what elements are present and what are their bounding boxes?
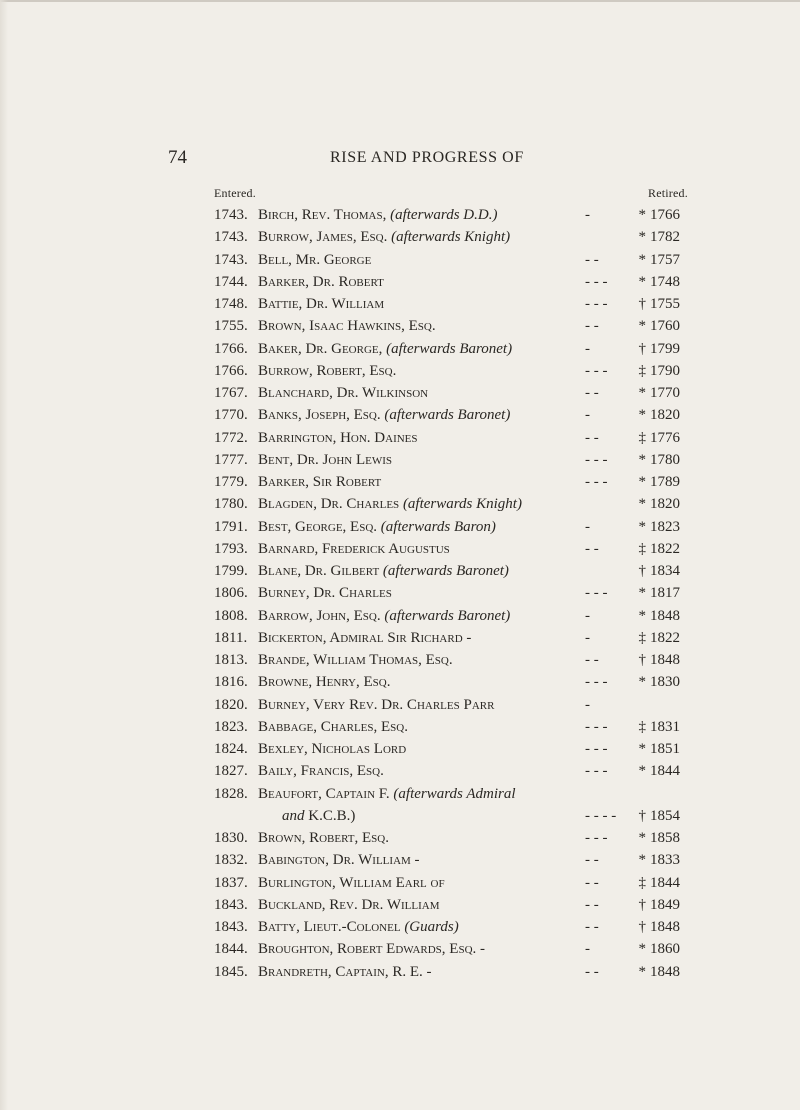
retirement-mark: ‡ xyxy=(638,540,646,557)
member-name-cell xyxy=(258,916,459,938)
retirement-mark: * xyxy=(638,852,646,869)
member-name-cell xyxy=(258,382,428,404)
list-item xyxy=(0,382,800,404)
retired-year: 1782 xyxy=(650,229,680,246)
member-name-cell xyxy=(258,627,471,649)
retirement-mark: * xyxy=(638,318,646,335)
entered-year: 1743. xyxy=(214,251,248,268)
member-name-cell xyxy=(258,738,406,760)
member-name-cell xyxy=(258,471,381,493)
member-name: Blagden, Dr. Charles xyxy=(258,496,400,513)
entered-year: 1827. xyxy=(214,763,248,780)
retirement-mark: * xyxy=(638,963,646,980)
continuation-text xyxy=(282,805,355,827)
member-name: Baker, Dr. George, xyxy=(258,340,383,357)
entered-year: 1816. xyxy=(214,674,248,691)
member-name-cell xyxy=(258,293,384,315)
leader-dashes: - - - xyxy=(585,296,608,312)
member-name-cell xyxy=(258,315,436,337)
list-item xyxy=(0,605,800,627)
member-name-cell xyxy=(258,427,418,449)
leader-dashes: - - - xyxy=(585,273,608,290)
member-name-cell xyxy=(258,671,390,693)
retirement-mark: * xyxy=(638,674,646,691)
retirement-mark: * xyxy=(638,451,646,468)
retirement-mark: * xyxy=(638,607,646,624)
list-item xyxy=(0,649,800,671)
member-name-cell xyxy=(258,649,453,671)
entered-year: 1744. xyxy=(214,273,248,290)
entered-year: 1777. xyxy=(214,451,248,468)
member-name-cell xyxy=(258,894,440,916)
entered-year: 1779. xyxy=(214,474,248,490)
member-name-cell xyxy=(258,538,450,560)
retired-year: 1854 xyxy=(650,807,680,824)
retired-year: 1776 xyxy=(650,429,680,446)
retirement-mark: * xyxy=(638,207,646,223)
retired-year: 1834 xyxy=(650,563,680,579)
leader-dashes: - - - xyxy=(585,741,608,757)
member-name-cell xyxy=(258,760,384,782)
entered-year: 1791. xyxy=(214,518,248,535)
member-name: Bell, Mr. George xyxy=(258,251,372,268)
member-name: Babington, Dr. William - xyxy=(258,852,420,869)
member-name: Best, George, Esq. xyxy=(258,518,378,535)
list-item xyxy=(0,493,800,515)
retirement-mark: † xyxy=(638,340,646,357)
leader-dashes: - xyxy=(585,629,590,646)
member-name-cell xyxy=(258,360,396,382)
member-name: Baily, Francis, Esq. xyxy=(258,763,384,780)
leader-dashes: - xyxy=(585,407,590,424)
retired-year: 1831 xyxy=(650,718,680,735)
entered-year: 1772. xyxy=(214,429,248,446)
retired-year: 1844 xyxy=(650,763,680,780)
member-name: Bickerton, Admiral Sir Richard - xyxy=(258,629,472,646)
member-name-cell xyxy=(258,694,494,716)
leader-dashes: - - - xyxy=(585,362,608,379)
list-item xyxy=(0,760,800,782)
member-name: Burrow, Robert, Esq. xyxy=(258,362,397,379)
entered-year: 1845. xyxy=(214,963,248,980)
retirement-mark: * xyxy=(638,496,646,513)
retired-year: 1848 xyxy=(650,652,680,668)
leader-dashes: - - xyxy=(585,318,599,335)
list-item xyxy=(0,271,800,293)
member-name-cell xyxy=(258,582,392,604)
retired-year: 1820 xyxy=(650,407,680,424)
member-name: Brown, Robert, Esq. xyxy=(258,830,389,846)
retirement-mark: * xyxy=(638,585,646,602)
leader-dashes: - xyxy=(585,518,590,535)
retired-year: 1770 xyxy=(650,385,680,401)
list-item xyxy=(0,204,800,226)
entered-year: 1808. xyxy=(214,607,248,624)
leader-dashes: - xyxy=(585,607,590,624)
list-item xyxy=(0,226,800,248)
leader-dashes: - xyxy=(585,207,590,223)
entered-year: 1824. xyxy=(214,741,248,757)
retirement-mark: * xyxy=(638,741,646,757)
member-name: Barrow, John, Esq. xyxy=(258,607,381,624)
continuation-roman: K.C.B.) xyxy=(308,807,356,824)
entered-year: 1748. xyxy=(214,296,248,312)
list-item xyxy=(0,938,800,960)
members-list xyxy=(0,204,800,983)
member-note: (afterwards Baronet) xyxy=(382,563,509,579)
member-name-cell xyxy=(258,827,389,849)
retirement-mark: ‡ xyxy=(638,429,646,446)
entered-year: 1813. xyxy=(214,652,248,668)
retirement-mark: * xyxy=(638,830,646,846)
member-name: Burney, Very Rev. Dr. Charles Parr xyxy=(258,696,495,713)
retired-year: 1858 xyxy=(650,830,680,846)
list-item xyxy=(0,894,800,916)
entered-year: 1844. xyxy=(214,941,248,958)
retired-year: 1799 xyxy=(650,340,680,357)
leader-dashes: - - xyxy=(585,652,599,668)
list-item xyxy=(0,582,800,604)
leader-dashes: - - xyxy=(585,852,599,869)
retired-year: 1833 xyxy=(650,852,680,869)
list-item xyxy=(0,338,800,360)
entered-year: 1766. xyxy=(214,362,248,379)
entered-year: 1767. xyxy=(214,385,248,401)
leader-dashes: - - xyxy=(585,896,599,913)
member-name-cell xyxy=(258,204,497,226)
retired-year: 1760 xyxy=(650,318,680,335)
member-name: Babbage, Charles, Esq. xyxy=(258,718,408,735)
member-name: Blane, Dr. Gilbert xyxy=(258,563,380,579)
retirement-mark: * xyxy=(638,763,646,780)
member-note: (afterwards Admiral xyxy=(393,785,516,802)
retired-year: 1822 xyxy=(650,540,680,557)
list-item xyxy=(0,738,800,760)
leader-dashes: - - - xyxy=(585,830,608,846)
retirement-mark: ‡ xyxy=(638,718,646,735)
retired-year: 1817 xyxy=(650,585,680,602)
retirement-mark: * xyxy=(638,407,646,424)
entered-year: 1843. xyxy=(214,896,248,913)
list-item xyxy=(0,783,800,805)
entered-year: 1811. xyxy=(214,629,248,646)
retirement-mark: * xyxy=(638,474,646,490)
leader-dashes: - - - xyxy=(585,763,608,780)
leader-dashes: - - xyxy=(585,919,599,935)
member-name: Brandreth, Captain, R. E. - xyxy=(258,963,432,980)
continuation-italic: and xyxy=(282,807,305,824)
member-name: Beaufort, Captain F. xyxy=(258,785,390,802)
member-name: Browne, Henry, Esq. xyxy=(258,674,391,691)
retired-year: 1844 xyxy=(650,874,680,891)
entered-year: 1799. xyxy=(214,563,248,579)
list-item xyxy=(0,404,800,426)
leader-dashes: - - - xyxy=(585,718,608,735)
entered-year: 1770. xyxy=(214,407,248,424)
member-name-cell xyxy=(258,605,510,627)
entered-column-heading: Entered. xyxy=(214,186,256,200)
leader-dashes: - - xyxy=(585,251,599,268)
retired-year: 1860 xyxy=(650,941,680,958)
retired-year: 1848 xyxy=(650,963,680,980)
member-name: Barker, Sir Robert xyxy=(258,474,382,490)
leader-dashes: - - - xyxy=(585,451,608,468)
retirement-mark: * xyxy=(638,273,646,290)
member-name: Bexley, Nicholas Lord xyxy=(258,741,407,757)
retirement-mark: ‡ xyxy=(638,362,646,379)
entered-year: 1780. xyxy=(214,496,248,513)
list-item xyxy=(0,538,800,560)
retirement-mark: † xyxy=(638,896,646,913)
list-item xyxy=(0,449,800,471)
entered-year: 1830. xyxy=(214,830,248,846)
retired-year: 1789 xyxy=(650,474,680,490)
retired-year: 1848 xyxy=(650,919,680,935)
leader-dashes: - - xyxy=(585,874,599,891)
retirement-mark: * xyxy=(638,229,646,246)
leader-dashes: - - xyxy=(585,963,599,980)
member-name: Birch, Rev. Thomas, xyxy=(258,207,387,223)
retired-year: 1766 xyxy=(650,207,680,223)
page-number: 74 xyxy=(168,147,187,168)
retired-year: 1790 xyxy=(650,362,680,379)
member-name: Brande, William Thomas, Esq. xyxy=(258,652,453,668)
retired-year: 1820 xyxy=(650,496,680,513)
leader-dashes: - xyxy=(585,941,590,958)
retired-year: 1780 xyxy=(650,451,680,468)
member-name: Burlington, William Earl of xyxy=(258,874,445,891)
retired-year: 1830 xyxy=(650,674,680,691)
retired-year: 1851 xyxy=(650,741,680,757)
retirement-mark: † xyxy=(638,652,646,668)
member-name: Broughton, Robert Edwards, Esq. - xyxy=(258,941,486,958)
member-name-cell xyxy=(258,560,509,582)
retirement-mark: * xyxy=(638,251,646,268)
leader-dashes: - - - xyxy=(585,674,608,691)
member-name: Barker, Dr. Robert xyxy=(258,273,384,290)
list-item xyxy=(0,716,800,738)
entered-year: 1843. xyxy=(214,919,248,935)
member-name-cell xyxy=(258,938,485,960)
entered-year: 1828. xyxy=(214,785,248,802)
entered-year: 1766. xyxy=(214,340,248,357)
retirement-mark: * xyxy=(638,385,646,401)
leader-dashes: - - - xyxy=(585,585,608,602)
list-item xyxy=(0,627,800,649)
entered-year: 1823. xyxy=(214,718,248,735)
member-name: Barnard, Frederick Augustus xyxy=(258,540,450,557)
retirement-mark: ‡ xyxy=(638,874,646,891)
retired-year: 1748 xyxy=(650,273,680,290)
list-item xyxy=(0,560,800,582)
entered-year: 1743. xyxy=(214,229,248,246)
member-name: Burney, Dr. Charles xyxy=(258,585,392,602)
retired-year: 1755 xyxy=(650,296,680,312)
member-name-cell xyxy=(258,249,371,271)
list-item xyxy=(0,872,800,894)
entered-year: 1806. xyxy=(214,585,248,602)
member-name-cell xyxy=(258,404,510,426)
member-name-cell xyxy=(258,849,420,871)
leader-dashes: - - xyxy=(585,540,599,557)
leader-dashes: - xyxy=(585,340,590,357)
member-name-cell xyxy=(258,961,432,983)
member-name: Burrow, James, Esq. xyxy=(258,229,388,246)
member-name: Batty, Lieut.-Colonel xyxy=(258,919,401,935)
member-note: (afterwards Baronet) xyxy=(386,340,513,357)
scan-top-edge xyxy=(0,0,800,2)
leader-dashes: - - - xyxy=(585,474,608,490)
retirement-mark: † xyxy=(638,563,646,579)
member-name: Buckland, Rev. Dr. William xyxy=(258,896,440,913)
member-note: (afterwards Baronet) xyxy=(384,407,511,424)
entered-year: 1820. xyxy=(214,696,248,713)
retirement-mark: † xyxy=(638,807,646,824)
member-name: Barrington, Hon. Daines xyxy=(258,429,418,446)
entered-year: 1743. xyxy=(214,207,248,223)
list-item xyxy=(0,961,800,983)
retired-year: 1823 xyxy=(650,518,680,535)
list-item xyxy=(0,249,800,271)
list-item xyxy=(0,694,800,716)
member-name: Brown, Isaac Hawkins, Esq. xyxy=(258,318,436,335)
list-item xyxy=(0,427,800,449)
member-name-cell xyxy=(258,872,445,894)
leader-dashes: - - xyxy=(585,429,599,446)
member-name-cell xyxy=(258,449,392,471)
list-item xyxy=(0,916,800,938)
list-item xyxy=(0,827,800,849)
retirement-mark: † xyxy=(638,919,646,935)
member-note: (Guards) xyxy=(404,919,459,935)
retirement-mark: * xyxy=(638,518,646,535)
retired-year: 1757 xyxy=(650,251,680,268)
retirement-mark: * xyxy=(638,941,646,958)
leader-dashes: - - xyxy=(585,385,599,401)
member-name-cell xyxy=(258,516,496,538)
member-name-cell xyxy=(258,338,512,360)
member-note: (afterwards Baron) xyxy=(380,518,496,535)
running-head: RISE AND PROGRESS OF xyxy=(330,149,524,166)
member-name: Banks, Joseph, Esq. xyxy=(258,407,381,424)
list-item xyxy=(0,516,800,538)
retired-year: 1849 xyxy=(650,896,680,913)
member-note: (afterwards Knight) xyxy=(391,229,511,246)
list-item xyxy=(0,849,800,871)
member-name-cell xyxy=(258,493,522,515)
member-note: (afterwards D.D.) xyxy=(390,207,498,223)
entered-year: 1832. xyxy=(214,852,248,869)
member-note: (afterwards Baronet) xyxy=(384,607,511,624)
list-item xyxy=(0,671,800,693)
list-item xyxy=(0,471,800,493)
entered-year: 1793. xyxy=(214,540,248,557)
member-name: Blanchard, Dr. Wilkinson xyxy=(258,385,429,401)
leader-dashes: - - - - xyxy=(585,807,617,824)
retirement-mark: ‡ xyxy=(638,629,646,646)
member-name-cell xyxy=(258,271,384,293)
member-name-cell xyxy=(258,716,408,738)
member-name: Bent, Dr. John Lewis xyxy=(258,451,393,468)
list-item xyxy=(0,315,800,337)
member-name: Battie, Dr. William xyxy=(258,296,385,312)
entered-year: 1837. xyxy=(214,874,248,891)
list-item xyxy=(0,360,800,382)
retired-column-heading: Retired. xyxy=(648,186,688,200)
retired-year: 1822 xyxy=(650,629,680,646)
entered-year: 1755. xyxy=(214,318,248,335)
retirement-mark: † xyxy=(638,296,646,312)
member-name-cell xyxy=(258,783,516,805)
list-item xyxy=(0,805,800,827)
leader-dashes: - xyxy=(585,696,590,713)
member-note: (afterwards Knight) xyxy=(402,496,522,513)
member-name-cell xyxy=(258,226,510,248)
retired-year: 1848 xyxy=(650,607,680,624)
list-item xyxy=(0,293,800,315)
